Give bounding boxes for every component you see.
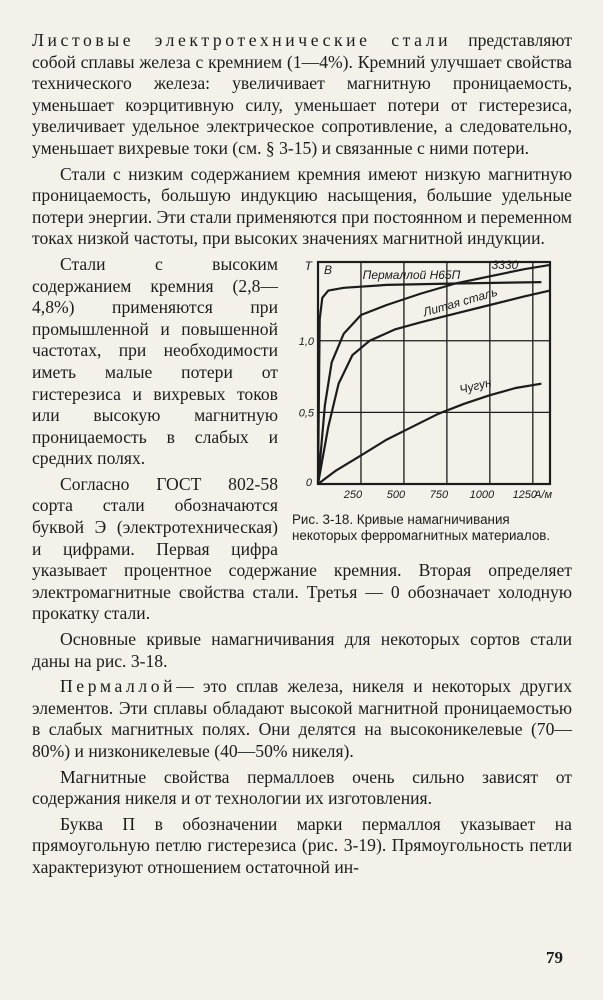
series-label: Литая сталь	[421, 284, 500, 320]
paragraph-2: Стали с низким содержанием кремния имеют низкую магнитную проницаемость, большую индукцию насыщения, большие удельные потери энергии. Эти стали применяются при постоянном и переменном токах низкой частоты, при высоких значениях магнитной индукции.	[32, 163, 572, 249]
paragraph-4: Согласно ГОСТ 802-58 сорта стали обозначаются буквой Э (электротехническая) и цифрами. Первая цифра указывает процентное содержание кремния. Вторая определяет электромагнитные свойства стали. Третья — 0 обозначает холодную прокатку стали.	[32, 473, 572, 624]
term-permalloy: Пермаллой	[60, 676, 177, 697]
y-tick-label: 1,0	[298, 335, 314, 348]
paragraph-7: Магнитные свойства пермаллоев очень сильно зависят от содержания никеля и от технологии их изготовления.	[32, 766, 572, 809]
paragraph-6	[32, 676, 572, 762]
paragraph-5: Основные кривые намагничивания для некоторых сортов стали даны на рис. 3-18.	[32, 629, 572, 671]
plot-frame	[318, 262, 550, 484]
series-label: Пермаллой Н65П	[362, 268, 461, 283]
paragraph-1-body: представляют собой сплавы железа с кремнием (1—4%). Кремний улучшает свойства технического железа: увеличивает магнитную проницаемость, уменьшает коэрцитивную силу, уменьшает потери от гистерезиса, увеличивает удельное электрическое сопротивление, а следовательно, уменьшает вихревые токи (см. § 3-15) и связанные с ними потери.	[32, 30, 572, 158]
x-tick-label: 1250	[512, 488, 538, 501]
paragraph-3: Стали с высоким содержанием кремния (2,8—4,8%) применяются при промышленной и повышенной частотах, при необходимости иметь малые потери от гистерезиса и вихревых токов или высокую магнитную проницаемость в слабых и средних полях.	[32, 253, 278, 469]
y-axis-label-secondary: В	[324, 262, 333, 277]
figure-3-18	[292, 252, 572, 544]
paragraph-6-body: — это сплав железа, никеля и некоторых других элементов. Эти сплавы обладают высокой магнитной проницаемостью в слабых магнитных полях. Они делятся на высоконикелевые (70—80%) и низконикелевые (40—50% никеля).	[32, 676, 572, 761]
x-tick-label: 250	[343, 488, 363, 501]
term-electrical-steels: Листовые электротехнические стали	[32, 30, 452, 50]
page-text	[32, 30, 572, 879]
paragraph-8: Буква П в обозначении марки пермаллоя указывает на прямоугольную петлю гистерезиса (рис. 3-19). Прямоугольность петли характеризуют отношением остаточной ин-	[32, 813, 572, 877]
page-number: 79	[546, 948, 563, 967]
series-label: Чугун	[457, 375, 494, 397]
origin-label: 0	[305, 476, 312, 489]
x-axis-label: А/м	[534, 488, 552, 501]
x-tick-label: 1000	[469, 488, 495, 501]
x-tick-label: 500	[386, 488, 406, 501]
magnetization-chart	[292, 252, 572, 508]
paragraph-1	[32, 30, 572, 160]
y-tick-label: 0,5	[298, 407, 314, 420]
x-tick-label: 750	[429, 488, 449, 501]
y-axis-label: Т	[304, 258, 312, 273]
curve-чугун	[318, 384, 541, 484]
series-label: 3330	[491, 258, 519, 273]
figure-caption: Рис. 3-18. Кривые намагничивания некоторых ферромагнитных материалов.	[292, 511, 551, 543]
